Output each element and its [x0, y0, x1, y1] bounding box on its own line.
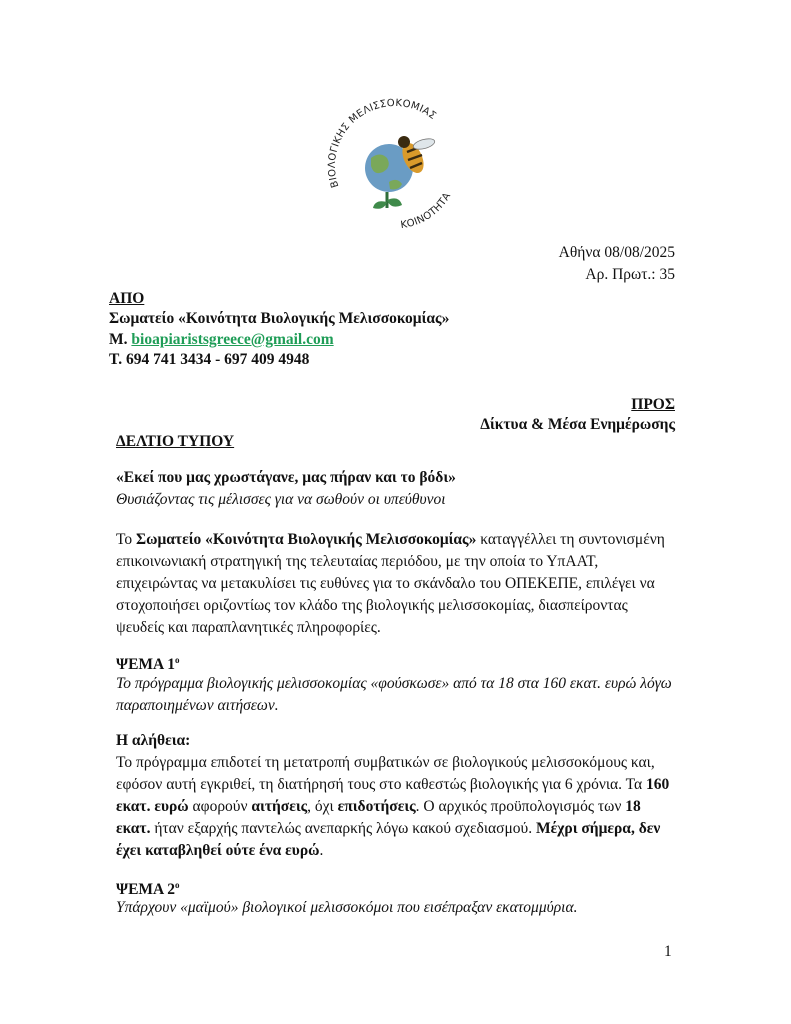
myth-1-claim: Το πρόγραμμα βιολογικής μελισσοκομίας «φούσκωσε» από τα 18 στα 160 εκατ. ευρώ λόγω παραποιημένων αιτήσεων. — [116, 675, 672, 714]
from-email-line — [109, 329, 334, 351]
bold-text: 18 εκατ. — [116, 798, 641, 837]
text: καταγγέλλει τη συντονισμένη επικοινωνιακή στρατηγική της τελευταίας περιόδου, με την οποία το ΥπΑΑΤ, επιχειρώντας να μετακυλίσει τις ευθύνες για το σκάνδαλο του ΟΠΕΚΕΠΕ, επιλέγει να στοχοποιήσει οριζοντίως τον κλάδο της βιολογικής μελισσοκομίας, διασπείροντας ψευδείς και παραπλανητικές πληροφορίες. — [116, 531, 665, 636]
bold-text: επιδοτήσεις — [337, 798, 416, 815]
document-type: ΔΕΛΤΙΟ ΤΥΠΟΥ — [116, 433, 235, 450]
protocol-number: Αρ. Πρωτ.: 35 — [585, 266, 675, 283]
text: . Ο αρχικός προϋπολογισμός των — [415, 798, 626, 815]
page-number: 1 — [664, 943, 672, 960]
truth-1-paragraph — [116, 752, 676, 862]
title-text: ΨΕΜΑ 2 — [116, 881, 176, 898]
title-text: ΨΕΜΑ 1 — [116, 656, 176, 673]
text: Το — [116, 531, 137, 548]
myth-2-claim: Υπάρχουν «μαϊμού» βιολογικοί μελισσοκόμοι που εισέπραξαν εκατομμύρια. — [116, 899, 578, 916]
text: ήταν εξαρχής παντελώς ανεπαρκής λόγω κακού σχεδιασμού. — [150, 820, 536, 837]
ordinal: ο — [175, 655, 180, 665]
text: , όχι — [307, 798, 338, 815]
svg-text:ΒΙΟΛΟΓΙΚΗΣ ΜΕΛΙΣΣΟΚΟΜΙΑΣ: ΒΙΟΛΟΓΙΚΗΣ ΜΕΛΙΣΣΟΚΟΜΙΑΣ — [326, 97, 438, 189]
headline: «Εκεί που μας χρωστάγανε, μας πήραν και το βόδι» — [116, 469, 456, 486]
truth-1-title: Η αλήθεια: — [116, 732, 191, 749]
to-label: ΠΡΟΣ — [631, 396, 675, 413]
from-label: ΑΠΟ — [109, 290, 145, 307]
organization-logo — [325, 96, 465, 236]
ordinal: ο — [175, 880, 180, 890]
from-phone: Τ. 694 741 3434 - 697 409 4948 — [109, 351, 310, 368]
intro-paragraph — [116, 529, 676, 639]
subheadline: Θυσιάζοντας τις μέλισσες για να σωθούν οι υπεύθυνοι — [116, 491, 446, 508]
globe-bee-illustration — [365, 136, 436, 209]
text: Το πρόγραμμα επιδοτεί τη μετατροπή συμβατικών σε βιολογικούς μελισσοκόμους και, εφόσον αυτή εγκριθεί, τη διατήρησή τους στο καθεστώς βιολογικής για 6 χρόνια. Τα — [116, 754, 655, 793]
to-recipient: Δίκτυα & Μέσα Ενημέρωσης — [480, 416, 675, 433]
bold-text: αιτήσεις — [251, 798, 308, 815]
myth-1-title — [116, 649, 180, 676]
bold-text: 160 εκατ. ευρώ — [116, 776, 670, 815]
svg-text:ΚΟΙΝΟΤΗΤΑ: ΚΟΙΝΟΤΗΤΑ — [399, 190, 454, 232]
text: αφορούν — [188, 798, 252, 815]
date: Αθήνα 08/08/2025 — [558, 244, 675, 261]
bold-text: Μέχρι σήμερα, δεν έχει καταβληθεί ούτε ένα ευρώ — [116, 820, 661, 859]
from-organization: Σωματείο «Κοινότητα Βιολογικής Μελισσοκομίας» — [109, 310, 450, 327]
text: . — [319, 842, 324, 859]
organization-name: Σωματείο «Κοινότητα Βιολογικής Μελισσοκομίας» — [136, 531, 477, 548]
email-link[interactable]: bioapiaristsgreece@gmail.com — [131, 331, 334, 348]
email-prefix: Μ. — [109, 331, 128, 348]
